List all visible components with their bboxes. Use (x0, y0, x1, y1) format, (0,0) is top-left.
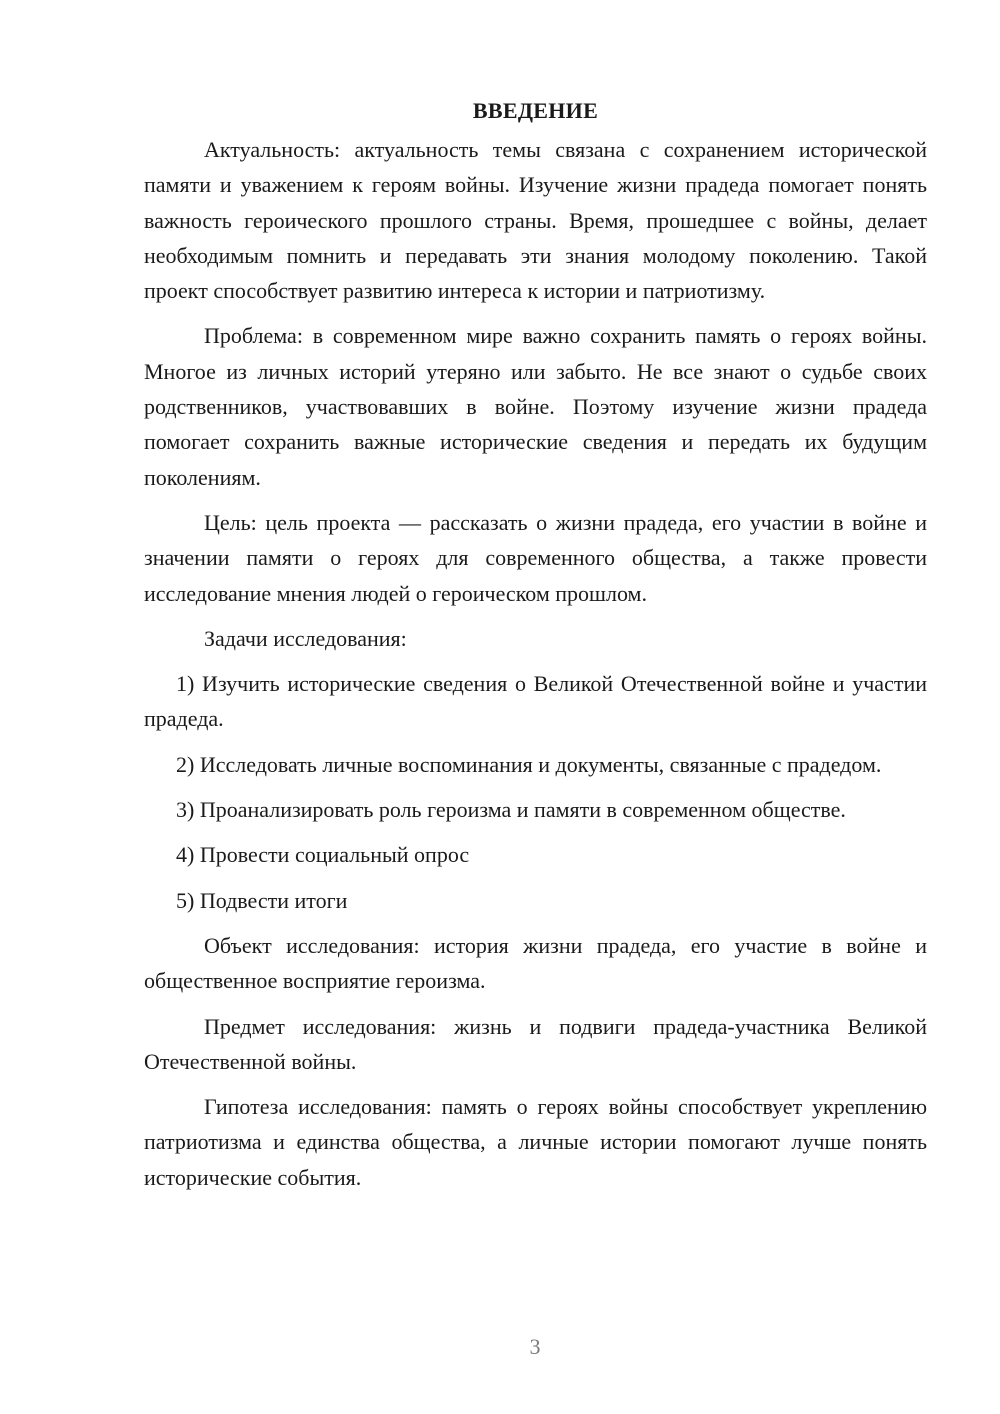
object-paragraph: Объект исследования: история жизни прадеда, его участие в войне и общественное восприятие героизма. (144, 932, 927, 994)
problem-paragraph: Проблема: в современном мире важно сохранить память о героях войны. Многое из личных историй утеряно или забыто. Не все знают о судьбе своих родственников, участвовавших в войне. Поэтому изучение жизни прадеда помогает сохранить важные исторические сведения и передать их будущим поколениям. (144, 323, 927, 490)
task-item-3: 3) Проанализировать роль героизма и памяти в современном обществе. (176, 797, 846, 823)
task-item-2: 2) Исследовать личные воспоминания и документы, связанные с прадедом. (176, 751, 882, 777)
task-item-5: 5) Подвести итоги (176, 887, 348, 913)
relevance-paragraph: Актуальность: актуальность темы связана с сохранением исторической памяти и уважением к героям войны. Изучение жизни прадеда помогает понять важность героического прошлого страны. Время, прошедшее с войны, делает необходимым помнить и передавать эти знания молодому поколению. Такой проект способствует развитию интереса к истории и патриотизму. (144, 137, 927, 304)
subject-paragraph: Предмет исследования: жизнь и подвиги прадеда-участника Великой Отечественной войны. (144, 1013, 927, 1074)
section-heading: ВВЕДЕНИЕ (472, 98, 599, 123)
task-item-4: 4) Провести социальный опрос (176, 842, 470, 868)
tasks-heading: Задачи исследования: (204, 625, 407, 651)
hypothesis-paragraph: Гипотеза исследования: память о героях войны способствует укреплению патриотизма и единства общества, а личные истории помогают лучше понять исторические события. (144, 1094, 927, 1190)
task-item-1: 1) Изучить исторические сведения о Великой Отечественной войне и участии прадеда. (144, 671, 927, 732)
document-page (144, 96, 927, 1195)
page-number: 3 (529, 1334, 541, 1359)
goal-paragraph: Цель: цель проекта — рассказать о жизни прадеда, его участии в войне и значении памяти о героях для современного общества, а также провести исследование мнения людей о героическом прошлом. (144, 509, 927, 606)
